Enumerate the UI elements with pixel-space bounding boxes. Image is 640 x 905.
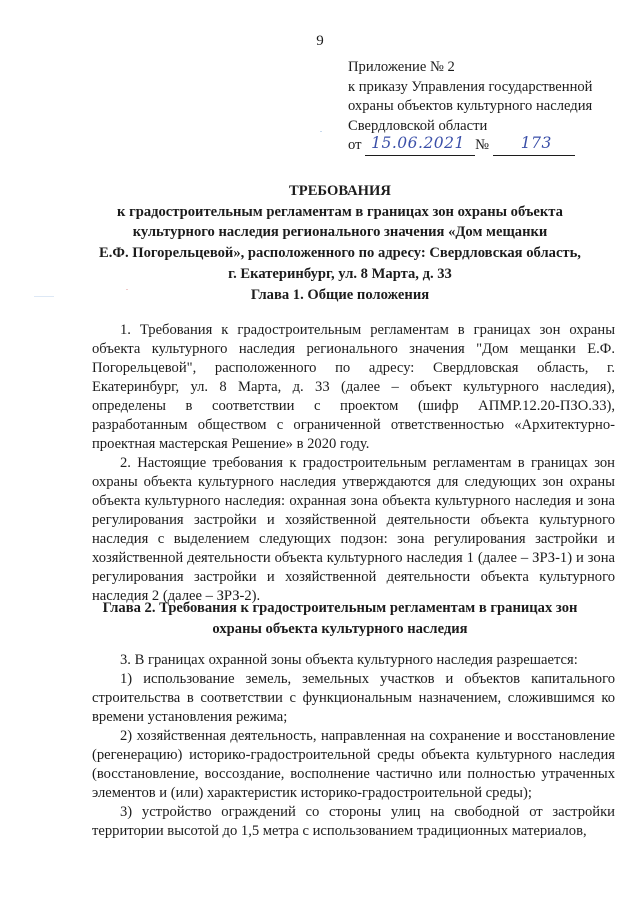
scan-speck: [320, 131, 322, 132]
scan-speck: [126, 289, 128, 290]
annex-authority-line: охраны объектов культурного наследия: [348, 98, 593, 114]
list-item-2: 2) хозяйственная деятельность, направленная на сохранение и восстановление (регенерацию) историко-градостроительной среды объекта культурного наследия (восстановление, воссоздание, восполнение частично или полностью утраченных элементов и (или) характеристик историко-градостроительной среды);: [92, 728, 615, 801]
scan-speck: [34, 296, 54, 297]
title-line-2: к градостроительным регламентам в границах зон охраны объекта: [117, 203, 563, 220]
date-blank: [365, 134, 475, 156]
title-line-1: ТРЕБОВАНИЯ: [289, 183, 391, 199]
paragraph-3: 3. В границах охранной зоны объекта культурного наследия разрешается:: [120, 652, 578, 668]
chapter-2-body: [92, 651, 615, 841]
document-title: [40, 181, 640, 285]
chapter-1-heading: [40, 285, 640, 306]
annex-region-line: Свердловской области: [348, 117, 488, 134]
list-item-1: 1) использование земель, земельных участков и объектов капитального строительства в соответствии с функциональным назначением, сложившимся ко времени установления режима;: [92, 671, 615, 725]
title-line-4: Е.Ф. Погорельцевой», расположенного по адресу: Свердловская область,: [99, 245, 581, 262]
number-prefix: №: [475, 137, 490, 153]
paragraph-2: 2. Настоящие требования к градостроительным регламентам в границах зон охраны объекта культурного наследия утверждаются для следующих зон охраны объекта культурного наследия: охранная зона объекта культурного наследия и зона регулирования застройки и хозяйственной деятельности объекта культурного наследия с выделением следующих подзон: зона регулирования застройки и хозяйственной деятельности объекта культурного наследия 1 (далее – ЗРЗ-1) и зона регулирования застройки и хозяйственной деятельности объекта культурного наследия 2 (далее – ЗРЗ-2).: [92, 455, 615, 604]
title-line-3: культурного наследия регионального значения «Дом мещанки: [132, 224, 548, 241]
list-item-3: 3) устройство ограждений со стороны улиц на свободной от застройки территории высотой до 1,5 метра с использованием традиционных материалов,: [92, 804, 615, 839]
page-number: 9: [316, 33, 324, 49]
paragraph-1: 1. Требования к градостроительным регламентам в границах зон охраны объекта культурного наследия регионального значения "Дом мещанки Е.Ф. Погорельцевой", расположенного по адресу: Свердловская область, г. Екатеринбург, ул. 8 Марта, д. 33 (далее – объект культурного наследия), определены в соответствии с проектом (шифр АПМР.12.20-ПЗО.33), разработанным обществом с ограниченной ответственностью «Архитектурно-проектная мастерская Решение» в 2020 году.: [92, 322, 615, 452]
date-prefix: от: [348, 137, 362, 153]
chapter-1-heading-text: Глава 1. Общие положения: [250, 287, 430, 303]
chapter-1-body: [92, 321, 615, 606]
chapter-2-heading-line-1: Глава 2. Требования к градостроительным регламентам в границах зон: [102, 600, 578, 616]
annex-title: Приложение № 2: [348, 59, 455, 75]
handwritten-number: 173: [520, 134, 552, 152]
annex-order-line: к приказу Управления государственной: [348, 78, 593, 95]
chapter-2-heading-line-2: охраны объекта культурного наследия: [212, 620, 468, 637]
title-line-5: г. Екатеринбург, ул. 8 Марта, д. 33: [228, 265, 452, 282]
number-blank: [493, 134, 575, 156]
handwritten-date: 15.06.2021: [371, 134, 465, 152]
chapter-2-heading: [40, 598, 640, 639]
annex-date-number-line: [348, 136, 593, 156]
annex-block: [348, 58, 593, 156]
